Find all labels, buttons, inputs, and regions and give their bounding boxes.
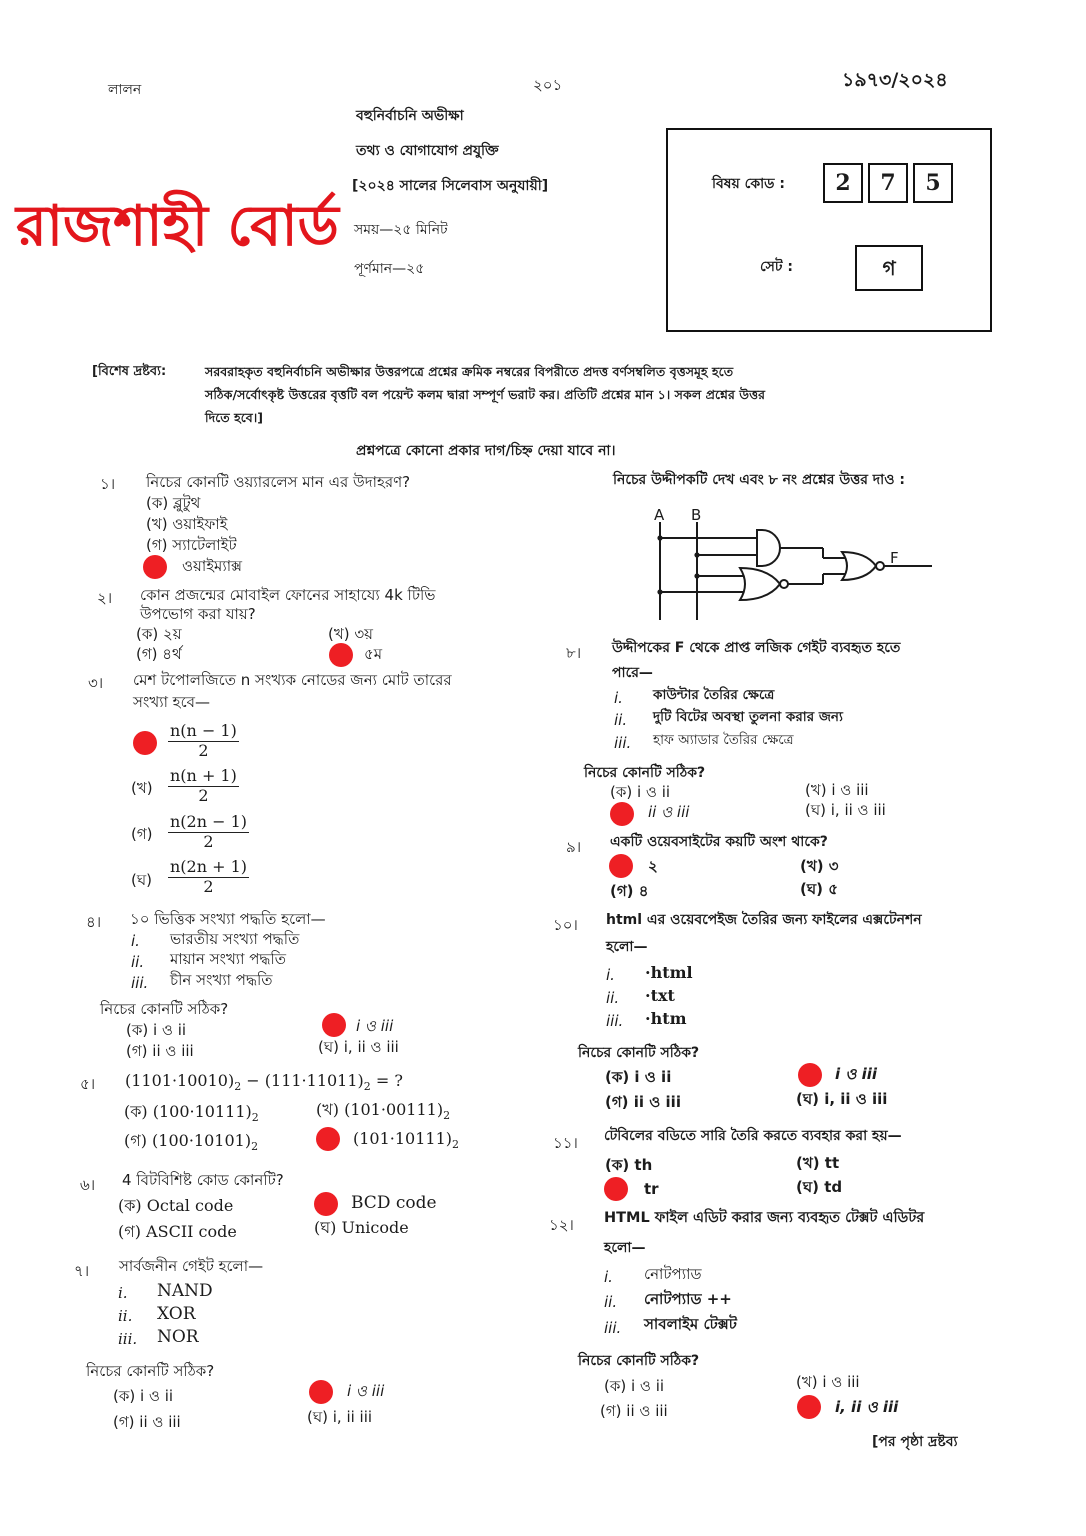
q3-option-a-denominator: 2 (198, 741, 209, 760)
q2-text-line-1: কোন প্রজন্মের মোবাইল ফোনের সাহায্যে 4k টিভি (140, 586, 436, 604)
q7-option-a: (ক) i ও ii (113, 1387, 174, 1405)
q8-text-line-2: পারে— (612, 665, 653, 681)
q10-option-c: (গ) ii ও iii (605, 1093, 681, 1111)
set-value: গ (855, 245, 923, 291)
q5-option-a (124, 1102, 259, 1128)
q3-text-line-1: মেশ টপোলজিতে n সংখ্যক নোডের জন্য মোট তারের (133, 671, 452, 689)
q5-option-b-sub: 2 (443, 1109, 451, 1123)
q4-option-c: (গ) ii ও iii (126, 1042, 194, 1060)
q2-text-line-2: উপভোগ করা যায়? (140, 605, 256, 623)
q12-question-prompt: নিচের কোনটি সঠিক? (578, 1353, 700, 1369)
q3-option-c-fraction (168, 813, 249, 851)
q8-number: ৮। (566, 644, 582, 662)
q5-option-a-sub: 2 (251, 1111, 259, 1125)
q5-expr-part-1: (1101·10010) (125, 1071, 235, 1090)
syllabus-note: [২০২৪ সালের সিলেবাস অনুযায়ী] (352, 178, 549, 194)
q4-answer-mark (322, 1013, 346, 1037)
q5-option-c (124, 1131, 258, 1157)
q4-option-b: i ও iii (356, 1017, 394, 1035)
board-title: রাজশাহী বোর্ড (16, 194, 339, 259)
q10-statement-2: ·txt (645, 986, 675, 1005)
q10-text-line-1: html এর ওয়েবপেইজ তৈরির জন্য ফাইলের এক্সটেনশন (606, 912, 922, 928)
q3-option-d-numerator: n(2n + 1) (170, 857, 248, 876)
q7-statement-1: NAND (157, 1281, 213, 1301)
q7-roman-1: i. (118, 1284, 128, 1302)
exam-code-year: ১৯৭৩/২০২৪ (842, 69, 948, 91)
q5-option-c-text: (গ) (100·10101) (124, 1131, 252, 1150)
q12-statement-1: নোটপ্যাড (644, 1265, 702, 1283)
q10-text-line-2: হলো— (606, 939, 648, 955)
q12-option-c: (গ) ii ও iii (600, 1402, 668, 1420)
notice-warning: প্রশ্নপত্রে কোনো প্রকার দাগ/চিহ্ন দেয়া যাবে না। (356, 443, 616, 459)
q11-text: টেবিলের বডিতে সারি তৈরি করতে ব্যবহার করা হয়— (604, 1128, 902, 1144)
circuit-output-f-label: F (890, 549, 899, 567)
q7-option-c: (গ) ii ও iii (113, 1413, 181, 1431)
q3-option-b-denominator: 2 (198, 786, 209, 805)
q5-option-d (353, 1129, 459, 1155)
nor-gate (740, 568, 780, 600)
q3-option-a-fraction (168, 722, 239, 760)
q8-text-line-1: উদ্দীপকের F থেকে প্রাপ্ত লজিক গেইট ব্যবহৃত হতে (612, 640, 901, 656)
q4-roman-2: ii. (131, 953, 145, 971)
subject-code-label: বিষয় কোড : (712, 176, 785, 192)
q6-option-b: BCD code (351, 1193, 437, 1213)
output-nor-gate (842, 552, 876, 580)
q12-roman-2: ii. (604, 1293, 618, 1311)
q5-expr-part-2: − (111·11011) (241, 1071, 364, 1090)
q8-answer-mark (610, 802, 634, 826)
q6-option-d: (ঘ) Unicode (314, 1218, 409, 1237)
q6-option-c: (গ) ASCII code (118, 1222, 237, 1241)
q6-text: 4 বিটবিশিষ্ট কোড কোনটি? (122, 1171, 284, 1189)
exam-type: বহুনির্বাচনি অভীক্ষা (356, 108, 464, 124)
q5-expression (125, 1071, 403, 1097)
q10-roman-1: i. (606, 966, 615, 984)
q3-option-c-label: (গ) (131, 825, 153, 843)
q10-statement-1: ·html (645, 963, 693, 982)
q7-statement-3: NOR (157, 1327, 199, 1347)
q2-option-b: (খ) ৩য় (328, 625, 373, 643)
q4-roman-3: iii. (131, 974, 149, 992)
exam-time: সময়—২৫ মিনিট (354, 222, 448, 238)
q4-option-d: (ঘ) i, ii ও iii (318, 1038, 399, 1056)
q4-option-a: (ক) i ও ii (126, 1021, 187, 1039)
q5-number: ৫। (80, 1075, 96, 1093)
q5-expr-sub-1: 2 (234, 1080, 242, 1094)
circuit-input-b-label: B (691, 506, 702, 524)
q12-text-line-1: HTML ফাইল এডিট করার জন্য ব্যবহৃত টেক্সট এডিটর (604, 1210, 925, 1226)
q11-option-d: (ঘ) td (796, 1178, 843, 1196)
q11-answer-mark (604, 1177, 628, 1201)
q5-expr-sub-2: 2 (363, 1080, 371, 1094)
q8-roman-3: iii. (614, 734, 632, 752)
q5-answer-mark (316, 1127, 340, 1151)
q4-number: ৪। (86, 913, 102, 931)
subject-code-digit-3: 5 (913, 163, 953, 203)
q12-answer-mark (797, 1395, 821, 1419)
q12-statement-2: নোটপ্যাড ++ (644, 1290, 732, 1308)
q10-roman-2: ii. (606, 989, 620, 1007)
q11-option-a: (ক) th (605, 1156, 653, 1174)
q9-text: একটি ওয়েবসাইটের কয়টি অংশ থাকে? (610, 834, 828, 850)
q7-number: ৭। (74, 1262, 90, 1280)
q2-number: ২। (97, 589, 113, 607)
subject-code-digit-1: 2 (823, 163, 863, 203)
q8-statement-1: কাউন্টার তৈরির ক্ষেত্রে (653, 687, 775, 703)
q5-option-c-sub: 2 (251, 1140, 259, 1154)
q8-roman-1: i. (614, 689, 623, 707)
header-left-name: লালন (108, 82, 142, 98)
q5-option-a-text: (ক) (100·10111) (124, 1102, 252, 1121)
q1-number: ১। (100, 475, 116, 493)
q9-option-b: (খ) ৩ (800, 857, 839, 875)
q4-roman-1: i. (131, 932, 140, 950)
q1-option-b: (খ) ওয়াইফাই (146, 515, 228, 533)
q3-option-b-numerator: n(n + 1) (170, 766, 237, 785)
q3-option-c-denominator: 2 (203, 832, 214, 851)
q7-question-prompt: নিচের কোনটি সঠিক? (86, 1362, 215, 1380)
q6-answer-mark (314, 1192, 338, 1216)
q7-roman-2: ii. (118, 1307, 133, 1325)
notice-line-2: সঠিক/সর্বোৎকৃষ্ট উত্তরের বৃত্তটি বল পয়েন্ট কলম দ্বারা সম্পূর্ণ ভরাট কর। প্রতিটি প্রশ্নের মান ১। সকল প্রশ্নের উত্তর (205, 387, 766, 402)
q7-roman-3: iii. (118, 1330, 138, 1348)
q2-option-d: ৫ম (364, 645, 383, 663)
q8-statement-2: দুটি বিটের অবস্থা তুলনা করার জন্য (653, 709, 843, 725)
q8-option-d: (ঘ) i, ii ও iii (805, 801, 886, 819)
q10-roman-3: iii. (606, 1012, 624, 1030)
q3-option-d-label: (ঘ) (131, 871, 152, 889)
q2-option-c: (গ) ৪র্থ (136, 645, 182, 663)
q8-roman-2: ii. (614, 711, 628, 729)
q9-option-a: ২ (648, 857, 658, 875)
q4-statement-3: চীন সংখ্যা পদ্ধতি (170, 971, 273, 989)
q9-number: ৯। (566, 838, 582, 856)
q3-option-c-numerator: n(2n − 1) (170, 812, 248, 831)
q11-option-b: (খ) tt (796, 1154, 840, 1172)
q9-option-d: (ঘ) ৫ (800, 880, 838, 898)
q10-question-prompt: নিচের কোনটি সঠিক? (578, 1045, 700, 1061)
q3-option-d-fraction (168, 858, 249, 896)
q7-option-d: (ঘ) i, ii iii (307, 1408, 373, 1426)
q4-statement-2: মায়ান সংখ্যা পদ্ধতি (170, 950, 286, 968)
q3-option-a-numerator: n(n − 1) (170, 721, 237, 740)
q5-option-d-text: (101·10111) (353, 1129, 453, 1148)
q3-option-d-denominator: 2 (203, 877, 214, 896)
full-marks: পূর্ণমান—২৫ (354, 261, 425, 277)
q8-question-prompt: নিচের কোনটি সঠিক? (584, 765, 706, 781)
page-number: ২০১ (533, 76, 563, 94)
q1-option-d: ওয়াইম্যাক্স (182, 557, 243, 575)
q8-option-b: (খ) i ও iii (805, 781, 869, 799)
q1-answer-mark (143, 555, 167, 579)
q12-number: ১২। (549, 1216, 574, 1234)
q12-text-line-2: হলো— (604, 1240, 646, 1256)
q11-option-c: tr (644, 1180, 659, 1198)
q6-option-a: (ক) Octal code (118, 1196, 234, 1215)
set-label: সেট : (760, 259, 794, 275)
q9-option-c: (গ) ৪ (610, 882, 649, 900)
q12-option-a: (ক) i ও ii (604, 1377, 665, 1395)
next-page-note: [পর পৃষ্ঠা দ্রষ্টব্য (872, 1434, 958, 1450)
q11-number: ১১। (553, 1134, 578, 1152)
q7-answer-mark (309, 1380, 333, 1404)
q1-text: নিচের কোনটি ওয়্যারলেস মান এর উদাহরণ? (146, 473, 411, 491)
q1-option-c: (গ) স্যাটেলাইট (146, 536, 237, 554)
q7-statement-2: XOR (157, 1304, 196, 1324)
q12-roman-3: iii. (604, 1319, 622, 1337)
q12-roman-1: i. (604, 1268, 613, 1286)
q8-statement-3: হাফ অ্যাডার তৈরির ক্ষেত্রে (653, 732, 794, 748)
q4-statement-1: ভারতীয় সংখ্যা পদ্ধতি (170, 930, 300, 948)
q10-number: ১০। (553, 916, 578, 934)
q10-option-a: (ক) i ও ii (605, 1068, 672, 1086)
q3-answer-mark (133, 731, 157, 755)
q5-option-b (316, 1100, 450, 1126)
subject-code-digit-2: 7 (868, 163, 908, 203)
q7-text: সার্বজনীন গেইট হলো— (119, 1257, 264, 1275)
notice-line-3: দিতে হবে।] (205, 410, 264, 425)
q3-text-line-2: সংখ্যা হবে— (133, 693, 210, 711)
notice-line-1: সরবরাহকৃত বহুনির্বাচনি অভীক্ষার উত্তরপত্রে প্রশ্নের ক্রমিক নম্বরের বিপরীতে প্রদত্ত বর্ণসম্বলিত বৃত্তসমূহ হতে (205, 364, 734, 379)
q10-answer-mark (798, 1063, 822, 1087)
q3-option-b-fraction (168, 767, 239, 805)
q10-option-b: i ও iii (835, 1065, 878, 1083)
q3-option-b-label: (খ) (131, 779, 153, 797)
q8-option-a: (ক) i ও ii (610, 783, 671, 801)
q6-number: ৬। (80, 1176, 96, 1194)
q5-option-d-sub: 2 (452, 1138, 460, 1152)
q2-answer-mark (329, 643, 353, 667)
q9-answer-mark (609, 854, 633, 878)
stimulus-text: নিচের উদ্দীপকটি দেখ এবং ৮ নং প্রশ্নের উত্তর দাও : (613, 472, 905, 488)
q4-text: ১০ ভিত্তিক সংখ্যা পদ্ধতি হলো— (130, 910, 326, 928)
subject-code-frame (666, 128, 992, 332)
and-gate (757, 530, 780, 566)
q1-option-a: (ক) ব্লুটুথ (146, 494, 201, 512)
q12-statement-3: সাবলাইম টেক্সট (644, 1315, 737, 1333)
q10-statement-3: ·htm (645, 1009, 687, 1028)
q8-option-c: ii ও iii (648, 803, 690, 821)
q4-question-prompt: নিচের কোনটি সঠিক? (100, 1000, 229, 1018)
q12-option-d: i, ii ও iii (835, 1398, 899, 1416)
subject-name: তথ্য ও যোগাযোগ প্রযুক্তি (356, 143, 499, 159)
circuit-input-a-label: A (654, 506, 665, 524)
notice-label: [বিশেষ দ্রষ্টব্য: (92, 364, 167, 379)
q3-number: ৩। (88, 674, 104, 692)
q2-option-a: (ক) ২য় (136, 625, 182, 643)
q10-option-d: (ঘ) i, ii ও iii (796, 1090, 888, 1108)
q7-option-b: i ও iii (347, 1382, 385, 1400)
q12-option-b: (খ) i ও iii (796, 1373, 860, 1391)
q5-option-b-text: (খ) (101·00111) (316, 1100, 444, 1119)
q5-expr-part-3: = ? (370, 1071, 403, 1090)
